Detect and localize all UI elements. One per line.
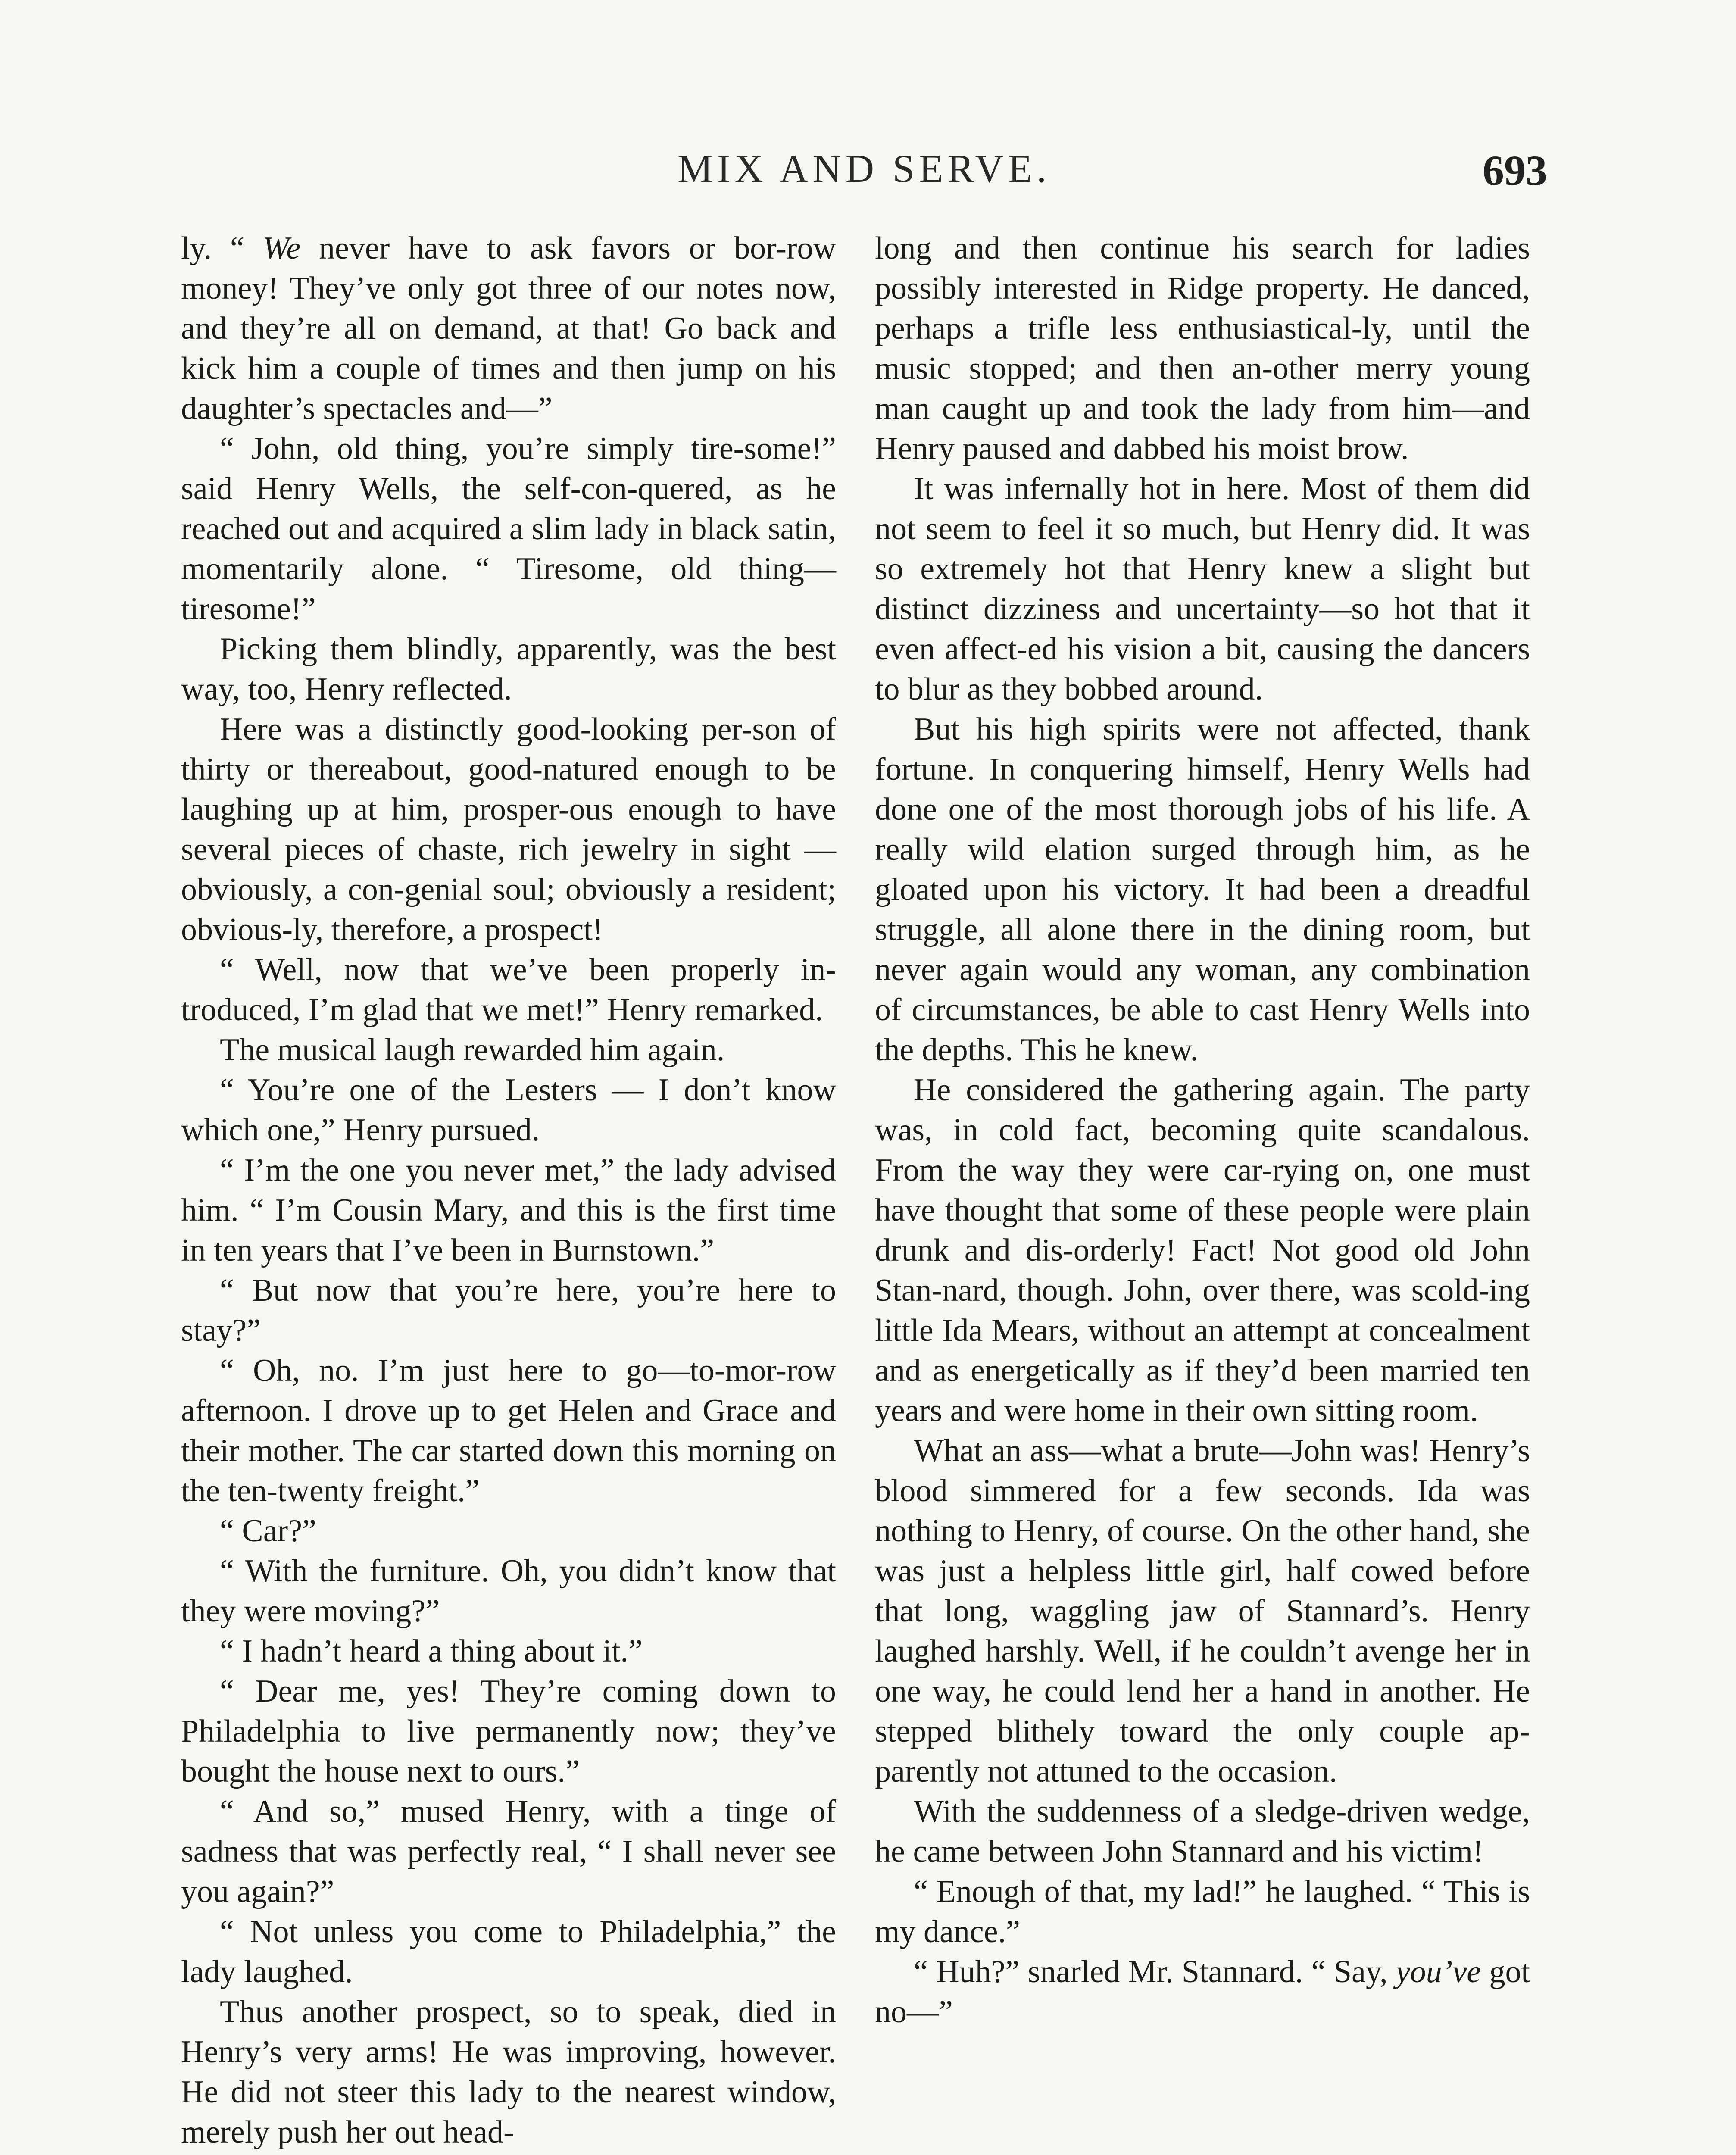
paragraph (181, 1631, 836, 1671)
left-text-column (181, 228, 836, 2152)
text-run: “ I’m the one you never met,” the lady advised him. “ I’m Cousin Mary, and this is the first time in ten years that I’ve been in Burnstown.” (181, 1152, 836, 1268)
text-run: The musical laugh rewarded him again. (220, 1032, 725, 1068)
text-run: “ Enough of that, my lad!” he laughed. “ This is my dance.” (875, 1874, 1530, 1949)
running-title: MIX AND SERVE. (677, 147, 1051, 191)
text-run: never have to ask favors or bor-row money! They’ve only got three of our notes now, and they’re all on demand, at that! Go back and kick him a couple of times and then jump on his daughter’s spectacles and—” (181, 231, 836, 426)
paragraph (875, 1070, 1530, 1431)
text-run: “ Dear me, yes! They’re coming down to Philadelphia to live permanently now; they’ve bought the house next to ours.” (181, 1674, 836, 1789)
paragraph (875, 1872, 1530, 1952)
page-header (181, 146, 1547, 215)
right-text-column (875, 228, 1530, 2032)
text-run: What an ass—what a brute—John was! Henry’s blood simmered for a few seconds. Ida was nothing to Henry, of course. On the other hand, she was just a helpless little girl, half cowed before that long, waggling jaw of Stannard’s. Henry laughed harshly. Well, if he couldn’t avenge her in one way, he could lend her a hand in another. He stepped blithely toward the only couple ap-parently not attuned to the occasion. (875, 1433, 1530, 1789)
text-run: ly. “ (181, 231, 263, 266)
italic-text: you’ve (1396, 1954, 1481, 1989)
text-run: Picking them blindly, apparently, was the best way, too, Henry reflected. (181, 631, 836, 707)
paragraph (181, 1150, 836, 1271)
paragraph (875, 709, 1530, 1070)
paragraph (875, 1431, 1530, 1792)
paragraph (181, 1992, 836, 2152)
paragraph (181, 1351, 836, 1511)
paragraph (181, 1271, 836, 1351)
italic-text: We (262, 231, 301, 266)
text-run: It was infernally hot in here. Most of them did not seem to feel it so much, but Henry did. It was so extremely hot that Henry knew a slight but distinct dizziness and uncertainty—so hot that it even affect-ed his vision a bit, causing the dancers to blur as they bobbed around. (875, 471, 1530, 707)
text-run: He considered the gathering again. The party was, in cold fact, becoming quite scandalous. From the way they were car-rying on, one must have thought that some of these people were plain drunk and dis-orderly! Fact! Not good old John Stan-nard, though. John, over there, was scold-ing little Ida Mears, without an attempt at concealment and as energetically as if they’d been married ten years and were home in their own sitting room. (875, 1072, 1530, 1428)
text-run: “ And so,” mused Henry, with a tinge of sadness that was perfectly real, “ I shall never see you again?” (181, 1794, 836, 1909)
paragraph (181, 1912, 836, 1992)
text-run: “ John, old thing, you’re simply tire-some!” said Henry Wells, the self-con-quered, as he reached out and acquired a slim lady in black satin, momentarily alone. “ Tiresome, old thing—tiresome!” (181, 431, 836, 627)
paragraph (875, 228, 1530, 469)
paragraph (181, 228, 836, 429)
paragraph (181, 950, 836, 1030)
paragraph (181, 629, 836, 709)
text-run: Here was a distinctly good-looking per-son of thirty or thereabout, good-natured enough to be laughing up at him, prosper-ous enough to have several pieces of chaste, rich jewelry in sight — obviously, a con-genial soul; obviously a resident; obvious-ly, therefore, a prospect! (181, 712, 836, 947)
text-run: “ Car?” (220, 1513, 316, 1549)
text-run: “ You’re one of the Lesters — I don’t know which one,” Henry pursued. (181, 1072, 836, 1148)
text-run: “ But now that you’re here, you’re here to stay?” (181, 1273, 836, 1348)
text-run: But his high spirits were not affected, thank fortune. In conquering himself, Henry Wells had done one of the most thorough jobs of his life. A really wild elation surged through him, as he gloated upon his victory. It had been a dreadful struggle, all alone there in the dining room, but never again would any woman, any combination of circumstances, be able to cast Henry Wells into the depths. This he knew. (875, 712, 1530, 1068)
text-run: With the suddenness of a sledge-driven wedge, he came between John Stannard and his victim! (875, 1794, 1530, 1869)
text-run: got no—” (875, 1954, 1530, 2030)
text-run: “ Oh, no. I’m just here to go—to-mor-row afternoon. I drove up to get Helen and Grace and their mother. The car started down this morning on the ten-twenty freight.” (181, 1353, 836, 1508)
text-run: Thus another prospect, so to speak, died in Henry’s very arms! He was improving, however. He did not steer this lady to the nearest window, merely push her out head- (181, 1994, 836, 2150)
paragraph (181, 709, 836, 950)
paragraph (875, 1952, 1530, 2032)
paragraph (875, 469, 1530, 709)
page-number: 693 (1483, 147, 1547, 194)
paragraph (181, 1070, 836, 1150)
paragraph (181, 1551, 836, 1631)
paragraph (181, 1030, 836, 1070)
text-run: “ Not unless you come to Philadelphia,” the lady laughed. (181, 1914, 836, 1989)
text-run: “ I hadn’t heard a thing about it.” (220, 1633, 643, 1669)
paragraph (181, 1792, 836, 1912)
text-run: “ Well, now that we’ve been properly in-troduced, I’m glad that we met!” Henry remarked. (181, 952, 836, 1028)
paragraph (181, 1671, 836, 1792)
paragraph (875, 1792, 1530, 1872)
text-run: “ With the furniture. Oh, you didn’t know that they were moving?” (181, 1553, 836, 1629)
paragraph (181, 429, 836, 629)
text-run: “ Huh?” snarled Mr. Stannard. “ Say, (914, 1954, 1396, 1989)
text-run: long and then continue his search for ladies possibly interested in Ridge property. He danced, perhaps a trifle less enthusiastical-ly, until the music stopped; and then an-other merry young man caught up and took the lady from him—and Henry paused and dabbed his moist brow. (875, 231, 1530, 466)
paragraph (181, 1511, 836, 1551)
